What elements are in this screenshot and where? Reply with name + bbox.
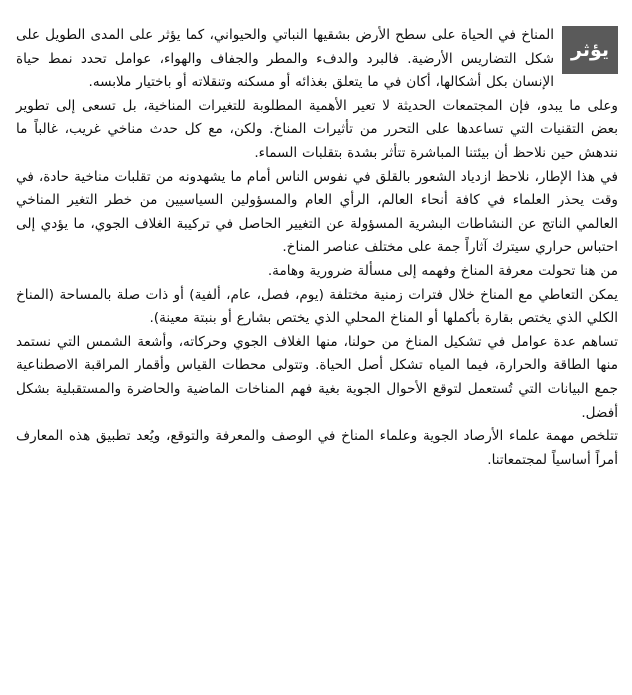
paragraph-intro: المناخ في الحياة على سطح الأرض بشقيها النباتي والحيواني، كما يؤثر على المدى الطويل على شكل التضاريس الأرضية. فالبرد والدفء والمطر والجفاف والهواء، عوامل تحدد نمط حياة الإنسان بكل أشكالها، أكان في ما يتعلق بغذائه أو مسكنه وتنقلاته أو باختيار ملابسه.: [16, 27, 554, 91]
paragraph-conclusion: تتلخص مهمة علماء الأرصاد الجوية وعلماء المناخ في الوصف والمعرفة والتوقع، ويُعد تطبيق هذه المعارف أمراً أساسياً لمجتمعاتنا.: [16, 428, 618, 468]
paragraph-modern-societies: وعلى ما يبدو، فإن المجتمعات الحديثة لا تعير الأهمية المطلوبة للتغيرات المناخية، بل تسعى إلى تطوير بعض التقنيات التي تساعدها على التحرر من تأثيرات المناخ. ولكن، مع كل حدث مناخي غريب، غالباً ما نندهش حين نلاحظ أن بيئتنا المباشرة تتأثر بشدة بتقلبات السماء.: [16, 97, 618, 161]
paragraph-importance: من هنا تحولت معرفة المناخ وفهمه إلى مسألة ضرورية وهامة.: [267, 262, 618, 279]
paragraph-time-scales: يمكن التعاطي مع المناخ خلال فترات زمنية مختلفة (يوم، فصل، عام، ألفية) أو ذات صلة بالمساحة (المناخ الكلي الذي يختص بقارة بأكملها أو المناخ المحلي الذي يختص بشارع أو بنبتة معينة).: [16, 286, 618, 327]
paragraph-climate-factors: تساهم عدة عوامل في تشكيل المناخ من حولنا، منها الغلاف الجوي وحركاته، وأشعة الشمس التي نستمد منها الطاقة والحرارة، فيما المياه تشكل أصل الحياة. وتتولى محطات القياس وأقمار المراقبة الاصطناعية جمع البيانات التي تُستعمل لتوقع الأحوال الجوية بغية فهم المناخات الماضية والحاضرة والمستقبلية بشكل أفضل.: [16, 333, 618, 421]
lead-word-badge: يؤثر: [562, 26, 618, 74]
paragraph-climate-concern: في هذا الإطار، نلاحظ ازدياد الشعور بالقلق في نفوس الناس أمام ما يشهدونه من تقلبات مناخية حادة، في وقت يحذر العلماء في كافة أنحاء العالم، الرأي العام والمسؤولين السياسيين من خطر التغير المناخي العالمي الناتج عن النشاطات البشرية المسؤولة عن التغيير الحاصل في تركيبة الغلاف الجوي، ما يؤدي إلى احتباس حراري سيترك آثاراً جمة على مختلف عناصر المناخ.: [16, 168, 618, 256]
